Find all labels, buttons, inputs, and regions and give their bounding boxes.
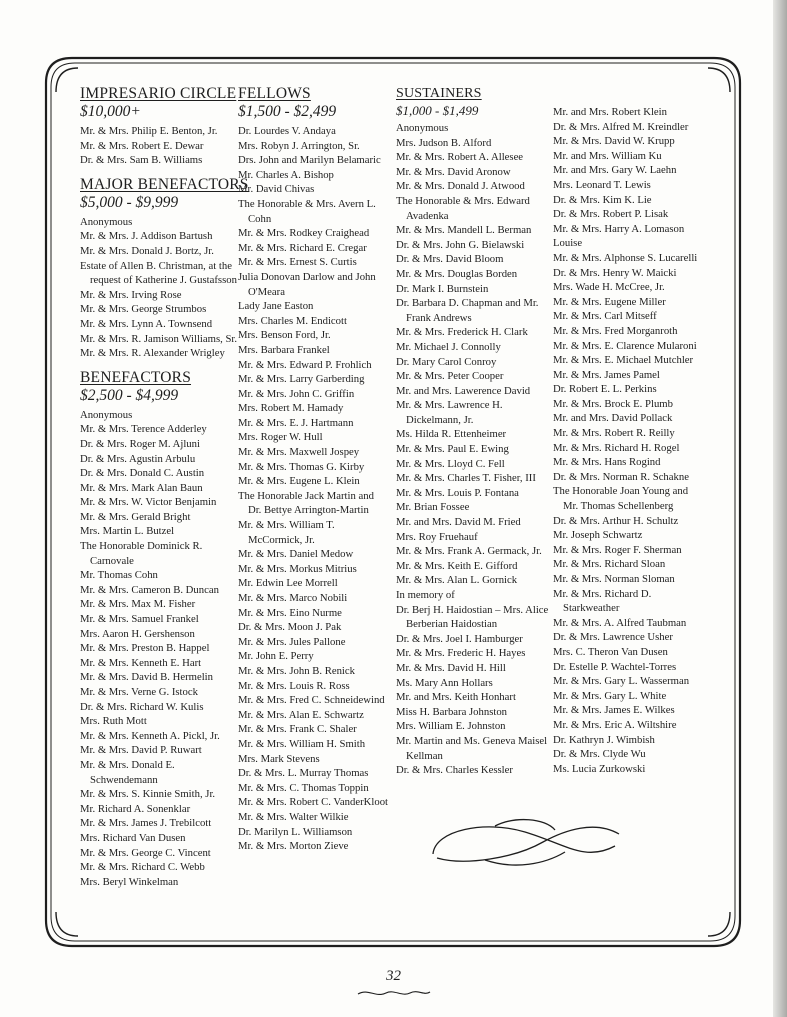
- donor-entry: Anonymous: [396, 122, 449, 134]
- donor-entry: Dr. Barbara D. Chapman and Mr. Frank Andrews: [396, 297, 539, 324]
- donor-entry: Mr. & Mrs. Rodkey Craighead: [238, 227, 370, 240]
- donor-entry: Mr. & Mrs. Robert E. Dewar: [80, 139, 204, 152]
- donor-entry: Mr. & Mrs. E. Michael Mutchler: [553, 354, 694, 367]
- donor-entry: Mr. Martin and Ms. Geneva Maisel Kellman: [396, 734, 548, 762]
- donor-entry: Louise: [553, 237, 583, 250]
- donor-entry: Dr. & Mrs. Robert P. Lisak: [553, 208, 669, 221]
- donor-entry: Dr. & Mrs. Agustin Arbulu: [80, 452, 196, 465]
- donor-entry: Dr. & Mrs. Moon J. Pak: [238, 621, 342, 634]
- donor-entry: Mr. & Mrs. Richard Sloan: [553, 558, 666, 571]
- donor-entry: Mr. & Mrs. J. Addison Bartush: [80, 230, 213, 243]
- donor-entry: Mr. and Mrs. William Ku: [553, 149, 662, 162]
- donor-entry: Dr. Mary Carol Conroy: [396, 355, 497, 368]
- donor-entry: Mr. & Mrs. David W. Krupp: [553, 135, 675, 148]
- donor-entry: Anonymous: [80, 408, 133, 421]
- donor-entry: Mr. & Mrs. Lynn A. Townsend: [80, 317, 213, 330]
- donor-entry: Mr. & Mrs. Gerald Bright: [80, 510, 191, 523]
- donor-entry: Mrs. Roy Fruehauf: [396, 530, 478, 543]
- donor-section: [553, 105, 703, 776]
- donor-entry: Mr. & Mrs. Edward P. Frohlich: [238, 358, 372, 371]
- donor-entry: Mr. & Mrs. Eric A. Wiltshire: [553, 718, 677, 731]
- donor-entry: Mr. & Mrs. Frederic H. Hayes: [396, 647, 526, 660]
- scan-edge: [773, 0, 787, 1017]
- donor-entry: The Honorable & Mrs. Edward Avadenka: [396, 194, 530, 222]
- donor-entry: Mr. & Mrs. George C. Vincent: [80, 846, 211, 859]
- donor-entry: Dr. Estelle P. Wachtel-Torres: [553, 660, 677, 673]
- donor-entry: Mr. and Mrs. Keith Honhart: [396, 691, 516, 704]
- donor-entry: Mr. & Mrs. Frank C. Shaler: [238, 723, 357, 736]
- donor-entry: Mr. & Mrs. Maxwell Jospey: [238, 446, 360, 459]
- donor-entry: Mrs. Judson B. Alford: [396, 136, 492, 149]
- donor-entry: Mr. & Mrs. James E. Wilkes: [553, 704, 675, 717]
- page-number-flourish: [354, 986, 434, 1000]
- donor-section: [396, 85, 552, 778]
- donor-entry: Mr. & Mrs. Mandell L. Berman: [396, 224, 532, 237]
- donor-entry: Mr. and Mrs. Gary W. Laehn: [553, 164, 677, 177]
- donor-entry: Dr. Marilyn L. Williamson: [238, 825, 353, 838]
- donor-entry: Mr. & Mrs. Alphonse S. Lucarelli: [553, 251, 698, 264]
- donor-entry: Mr. John E. Perry: [238, 650, 314, 663]
- donor-entry: Mr. & Mrs. Max M. Fisher: [80, 598, 196, 611]
- donor-entry: Dr. Robert E. L. Perkins: [553, 383, 657, 396]
- donor-entry: Mr. & Mrs. Philip E. Benton, Jr.: [80, 125, 218, 137]
- donor-entry: Mrs. Aaron H. Gershenson: [80, 627, 195, 640]
- donor-entry: Mr. & Mrs. Kenneth E. Hart: [80, 656, 202, 669]
- donor-entry: Ms. Mary Ann Hollars: [396, 676, 493, 689]
- donor-entry: Mr. & Mrs. Peter Cooper: [396, 370, 504, 383]
- donor-entry: Mr. and Mrs. David M. Fried: [396, 516, 521, 529]
- donor-entry: Mr. & Mrs. Samuel Frankel: [80, 613, 199, 626]
- donor-entry: Mrs. Barbara Frankel: [238, 343, 330, 356]
- donor-entry: Ms. Lucia Zurkowski: [553, 762, 646, 775]
- donor-entry: Mr. & Mrs. William H. Smith: [238, 737, 366, 750]
- donor-entry: Mr. & Mrs. Robert R. Reilly: [553, 427, 675, 440]
- donor-entry: Mr. & Mrs. Frank A. Germack, Jr.: [396, 545, 542, 558]
- donor-entry: Mr. & Mrs. S. Kinnie Smith, Jr.: [80, 788, 216, 801]
- donor-entry: Mr. & Mrs. Larry Garberding: [238, 373, 365, 386]
- donor-entry: Mr. & Mrs. Gary L. White: [553, 689, 667, 702]
- donor-entry: Mr. & Mrs. Brock E. Plumb: [553, 397, 673, 410]
- donor-entry: Estate of Allen B. Christman, at the request of Katherine J. Gustafsson: [80, 259, 237, 287]
- column-2: [238, 85, 388, 862]
- donor-entry: Dr. & Mrs. Donald C. Austin: [80, 467, 205, 480]
- donor-entry: Ms. Hilda R. Ettenheimer: [396, 428, 507, 441]
- donor-entry: Mr. & Mrs. David H. Hill: [396, 661, 506, 674]
- donor-entry: Mr. Brian Fossee: [396, 501, 470, 514]
- donor-entry: Mrs. C. Theron Van Dusen: [553, 645, 668, 658]
- donor-entry: Mrs. Benson Ford, Jr.: [238, 329, 331, 342]
- donor-entry: Dr. & Mrs. Alfred M. Kreindler: [553, 120, 689, 133]
- donor-entry: Mr. & Mrs. Roger F. Sherman: [553, 543, 682, 556]
- donor-entry: Mr. & Mrs. Verne G. Istock: [80, 686, 198, 698]
- donor-entry: Dr. Kathryn J. Wimbish: [553, 733, 655, 746]
- donor-entry: Mr. & Mrs. James Pamel: [553, 368, 660, 381]
- donor-entry: Mr. & Mrs. W. Victor Benjamin: [80, 496, 217, 509]
- donor-entry: Mr. & Mrs. Carl Mitseff: [553, 310, 657, 323]
- donor-entry: Dr. Lourdes V. Andaya: [238, 125, 336, 137]
- donor-entry: Mrs. Ruth Mott: [80, 715, 147, 728]
- donor-entry: Mr. & Mrs. Charles T. Fisher, III: [396, 472, 536, 485]
- donor-entry: Dr. & Mrs. Henry W. Maicki: [553, 266, 677, 279]
- donor-entry: Mr. & Mrs. David B. Hermelin: [80, 671, 213, 684]
- donor-entry: Mr. & Mrs. Richard H. Rogel: [553, 441, 680, 454]
- donor-entry: Mr. & Mrs. Donald J. Bortz, Jr.: [80, 244, 214, 257]
- section-range: $1,500 - $2,499: [238, 103, 337, 120]
- donor-entry: Miss H. Barbara Johnston: [396, 705, 508, 718]
- donor-entry: Mr. & Mrs. Mark Alan Baun: [80, 481, 203, 494]
- donor-entry: Mrs. Richard Van Dusen: [80, 831, 186, 844]
- donor-entry: Mr. & Mrs. Louis R. Ross: [238, 679, 350, 692]
- column-3: [396, 85, 552, 786]
- donor-entry: Mrs. Robert M. Hamady: [238, 402, 344, 415]
- donor-entry: Mrs. William E. Johnston: [396, 720, 506, 733]
- donor-entry: Mr. & Mrs. Lawrence H. Dickelmann, Jr.: [396, 399, 503, 426]
- donor-entry: Mr. Edwin Lee Morrell: [238, 577, 338, 590]
- donor-entry: Mr. Michael J. Connolly: [396, 340, 501, 353]
- donor-entry: Mr. David Chivas: [238, 183, 315, 196]
- donor-entry: Mr. Charles A. Bishop: [238, 168, 334, 181]
- donor-entry: Mr. & Mrs. John C. Griffin: [238, 387, 355, 400]
- donor-section: [238, 85, 388, 854]
- donor-entry: Mr. and Mrs. David Pollack: [553, 412, 673, 425]
- column-1: [80, 85, 249, 897]
- donor-entry: Julia Donovan Darlow and John O'Meara: [238, 270, 376, 298]
- section-title: IMPRESARIO CIRCLE: [80, 85, 237, 102]
- donor-entry: Mr. & Mrs. George Strumbos: [80, 303, 207, 316]
- page-number: 32: [386, 968, 401, 984]
- section-range: $1,000 - $1,499: [396, 103, 479, 118]
- donor-entry: Mr. & Mrs. Daniel Medow: [238, 548, 354, 561]
- donor-entry: Dr. & Mrs. Sam B. Williams: [80, 154, 203, 167]
- donor-entry: Mr. & Mrs. R. Jamison Williams, Sr.: [80, 332, 238, 345]
- donor-entry: Mr. & Mrs. Fred Morganroth: [553, 324, 678, 337]
- section-range: $10,000+: [80, 103, 141, 120]
- donor-entry: Dr. & Mrs. Joel I. Hamburger: [396, 632, 523, 645]
- donor-entry: Mr. & Mrs. James J. Trebilcott: [80, 817, 212, 830]
- donor-section: [80, 369, 238, 890]
- donor-entry: Mr. & Mrs. Robert A. Allesee: [396, 151, 524, 164]
- section-range: $5,000 - $9,999: [80, 193, 179, 211]
- donor-entry: Mr. & Mrs. Gary L. Wasserman: [553, 675, 690, 688]
- donor-entry: The Honorable Jack Martin and Dr. Bettye Arrington-Martin: [238, 489, 374, 517]
- donor-entry: Dr. & Mrs. Charles Kessler: [396, 764, 513, 777]
- donor-entry: In memory of: [396, 589, 455, 601]
- donor-entry: Dr. & Mrs. Roger M. Ajluni: [80, 437, 200, 450]
- column-4: [553, 105, 703, 784]
- flourish-ornament: [425, 812, 625, 872]
- section-title: SUSTAINERS: [396, 86, 482, 101]
- donor-entry: Mrs. Wade H. McCree, Jr.: [553, 281, 665, 294]
- donor-entry: The Honorable Dominick R. Carnovale: [80, 540, 203, 567]
- section-title: FELLOWS: [238, 85, 311, 102]
- donor-entry: Mr. & Mrs. Frederick H. Clark: [396, 326, 528, 339]
- donor-entry: Mr. & Mrs. Preston B. Happel: [80, 642, 210, 655]
- donor-entry: Anonymous: [80, 215, 133, 228]
- donor-entry: Lady Jane Easton: [238, 300, 314, 313]
- donor-entry: Dr. & Mrs. Lawrence Usher: [553, 631, 673, 644]
- donor-section: [80, 175, 249, 361]
- donor-entry: Mr. & Mrs. E. Clarence Mularoni: [553, 339, 697, 352]
- donor-entry: Mr. & Mrs. Eino Nurme: [238, 606, 342, 619]
- donor-entry: Mr. & Mrs. Eugene Miller: [553, 295, 666, 308]
- donor-entry: Mr. & Mrs. William T. McCormick, Jr.: [238, 519, 335, 546]
- donor-entry: Mr. & Mrs. A. Alfred Taubman: [553, 616, 687, 629]
- donor-entry: Mr. & Mrs. Thomas G. Kirby: [238, 460, 365, 473]
- donor-entry: Mr. & Mrs. Morton Zieve: [238, 840, 349, 853]
- donor-entry: Mrs. Martin L. Butzel: [80, 525, 175, 538]
- donor-entry: Mr. & Mrs. Douglas Borden: [396, 267, 518, 280]
- donor-entry: Dr. & Mrs. Arthur H. Schultz: [553, 514, 679, 527]
- donor-entry: Mr. & Mrs. Eugene L. Klein: [238, 475, 360, 488]
- donor-entry: The Honorable & Mrs. Avern L. Cohn: [238, 197, 376, 225]
- donor-entry: Dr. & Mrs. John G. Bielawski: [396, 238, 525, 251]
- donor-entry: Mr. & Mrs. Alan E. Schwartz: [238, 708, 364, 721]
- donor-entry: Mr. Thomas Cohn: [80, 569, 158, 582]
- donor-entry: Mr. & Mrs. E. J. Hartmann: [238, 416, 354, 429]
- donor-entry: Mr. & Mrs. Marco Nobili: [238, 592, 348, 604]
- donor-entry: Mr. & Mrs. Donald E. Schwendemann: [80, 758, 175, 786]
- donor-entry: Dr. & Mrs. Norman R. Schakne: [553, 470, 689, 483]
- donor-entry: Mr. & Mrs. John B. Renick: [238, 664, 355, 677]
- donor-entry: Mrs. Mark Stevens: [238, 752, 320, 765]
- donor-entry: Mrs. Charles M. Endicott: [238, 314, 347, 327]
- donor-entry: Mr. & Mrs. Louis P. Fontana: [396, 486, 519, 499]
- donor-section: [80, 85, 238, 168]
- donor-entry: Mr. & Mrs. David P. Ruwart: [80, 744, 202, 757]
- donor-entry: Dr. & Mrs. Clyde Wu: [553, 748, 646, 761]
- donor-entry: Mr. & Mrs. Kenneth A. Pickl, Jr.: [80, 729, 220, 742]
- donor-entry: Mr. & Mrs. Richard E. Cregar: [238, 241, 367, 254]
- donor-entry: Dr. & Mrs. Kim K. Lie: [553, 193, 652, 206]
- donor-entry: Mr. & Mrs. David Aronow: [396, 165, 511, 178]
- donor-entry: Mr. & Mrs. Jules Pallone: [238, 635, 346, 648]
- donor-entry: Mr. & Mrs. Terence Adderley: [80, 423, 207, 436]
- section-range: $2,500 - $4,999: [80, 386, 179, 404]
- donor-entry: Mrs. Beryl Winkelman: [80, 875, 179, 888]
- donor-entry: Mr. & Mrs. Cameron B. Duncan: [80, 583, 219, 596]
- donor-entry: Mrs. Robyn J. Arrington, Sr.: [238, 139, 360, 152]
- donor-entry: Mr. & Mrs. Walter Wilkie: [238, 810, 349, 823]
- donor-entry: Mr. & Mrs. Fred C. Schneidewind: [238, 694, 385, 707]
- donor-entry: Dr. & Mrs. L. Murray Thomas: [238, 767, 369, 780]
- donor-entry: Mrs. Leonard T. Lewis: [553, 178, 651, 191]
- donor-entry: Dr. Mark I. Burnstein: [396, 282, 489, 295]
- donor-entry: Mr. & Mrs. Hans Rogind: [553, 456, 661, 469]
- donor-entry: Mr. & Mrs. Harry A. Lomason: [553, 222, 685, 235]
- donor-entry: Mr. Joseph Schwartz: [553, 529, 643, 542]
- donor-entry: Mr. & Mrs. Richard C. Webb: [80, 861, 205, 874]
- donor-entry: Dr. Berj H. Haidostian – Mrs. Alice Berberian Haidostian: [396, 603, 549, 631]
- donor-entry: Mr. Richard A. Sonenklar: [80, 802, 191, 815]
- donor-entry: Dr. & Mrs. David Bloom: [396, 253, 504, 266]
- donor-entry: Mr. & Mrs. Ernest S. Curtis: [238, 256, 357, 269]
- section-title: BENEFACTORS: [80, 368, 192, 386]
- donor-entry: Mr. & Mrs. C. Thomas Toppin: [238, 781, 369, 794]
- donor-entry: Mr. & Mrs. Morkus Mitrius: [238, 562, 357, 575]
- donor-entry: Mr. & Mrs. Richard D. Starkweather: [553, 587, 652, 615]
- donor-entry: The Honorable Joan Young and Mr. Thomas Schellenberg: [553, 485, 689, 513]
- donor-entry: Mr. & Mrs. Keith E. Gifford: [396, 559, 518, 572]
- donor-entry: Mr. & Mrs. Lloyd C. Fell: [396, 457, 505, 470]
- donor-entry: Mr. & Mrs. Donald J. Atwood: [396, 180, 525, 193]
- donor-entry: Mr. & Mrs. Alan L. Gornick: [396, 574, 518, 587]
- donor-entry: Drs. John and Marilyn Belamaric: [238, 154, 381, 167]
- donor-entry: Mr. and Mrs. Robert Klein: [553, 106, 667, 118]
- donor-entry: Mr. & Mrs. Robert C. VanderKloot: [238, 796, 389, 809]
- donor-entry: Mr. & Mrs. R. Alexander Wrigley: [80, 347, 225, 360]
- donor-entry: Dr. & Mrs. Richard W. Kulis: [80, 700, 204, 713]
- donor-entry: Mr. & Mrs. Irving Rose: [80, 288, 182, 301]
- donor-entry: Mrs. Roger W. Hull: [238, 431, 323, 444]
- section-title: MAJOR BENEFACTORS: [80, 175, 249, 193]
- donor-entry: Mr. & Mrs. Norman Sloman: [553, 573, 675, 585]
- donor-entry: Mr. and Mrs. Lawerence David: [396, 384, 531, 397]
- donor-entry: Mr. & Mrs. Paul E. Ewing: [396, 443, 509, 456]
